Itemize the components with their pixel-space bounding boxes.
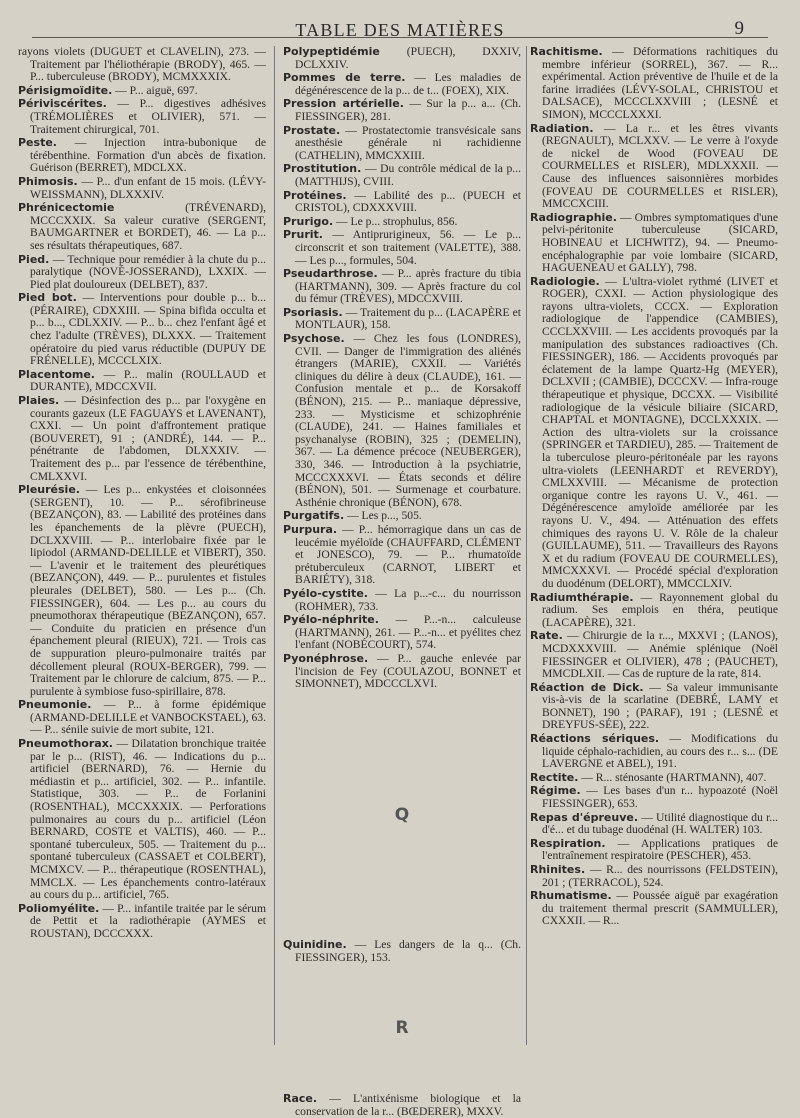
entry-headword: Quinidine. [283, 938, 347, 952]
column-divider [274, 46, 275, 1045]
entry-text: — Les bases d'un r... hypoazoté (Noël FIESSINGER), 653. [542, 784, 778, 811]
index-entry [18, 699, 266, 737]
entry-headword: Prurit. [283, 228, 323, 242]
index-entry [283, 653, 521, 691]
entry-text: — Utilité diagnostique du r... d'é... et du tubage duodénal (H. WALTER) 103. [542, 810, 778, 837]
entry-text: — Dilatation bronchique traitée par le p... (RIST), 46. — Indications du p... artificiel (BERNARD), 76. — Hernie du médiastin et p... artificiel, 302. — P... infantile. Statistique, 303. — P... de Forlanini (ROSENTHAL), MCCXXXIX. — Perforations pulmonaires au cours du p... artificiel (Léon BERNARD, COSTE et VALTIS), 460. — P... spontané tuberculeux, 505. — Traitement du p... spontané tuberculeux (CASSAET et COLBERT), MCMXCV. — P... thérapeutique (ROSENTHAL), MMCLX. — Les épanchements contro-latéraux au cours du p... artificiel, 765. [30, 737, 266, 902]
entry-text: — P... gauche enlevée par l'incision de Fey (COULAZOU, BONNET et SIMONNET), MDCCCLXVI. [295, 651, 521, 691]
entry-headword: Pyélo-néphrite. [283, 613, 379, 627]
entry-text: — La r... et les êtres vivants (REGNAULT), MCLXXV. — Le verre à l'oxyde de nickel de Wood (FOVEAU DE COURMELLES et RISLER), MDLXXXII. — Cause des influences saisonnières morbides (FOVEAU DE COURMELLES et RISLER), MMCCXCIII. [542, 121, 778, 211]
entry-text: — Du contrôle médical de la p... (MATTHIJS), CVIII. [295, 162, 521, 188]
index-entry [18, 254, 266, 292]
entry-headword: Radiographie. [530, 210, 617, 224]
entry-headword: Prostate. [283, 123, 341, 137]
index-entry [18, 85, 266, 98]
entry-text: — Antiprurigineux, 56. — Le p... circonscrit et son traitement (VALETTE), 388. — Les p..., formules, 504. [295, 228, 521, 267]
index-entry [18, 176, 266, 201]
index-entry [283, 229, 521, 267]
index-entry [18, 369, 266, 394]
entry-text: — Technique pour remédier à la chute du p... paralytique (NOVÉ-JOSSERAND), LXXIX. — Pied plat douloureux (DELBET), 837. [30, 252, 267, 291]
entry-text: — Les dangers de la q... (Ch. FIESSINGER), 153. [295, 938, 521, 964]
entry-headword: Rectite. [530, 770, 579, 784]
section-letter: R [395, 1018, 409, 1039]
entry-headword: Rhinites. [530, 863, 586, 876]
entry-headword: Pseudarthrose. [283, 267, 378, 281]
entry-text: — Ombres symptomatiques d'une pelvi-péritonite tuberculeuse (SICARD, HOBINEAU et LICHWITZ), 94. — Pneumo-encéphalographie par voie lombaire (SICARD, HAGUENEAU et GALLY), 798. [542, 210, 778, 275]
entry-headword: Pression artérielle. [283, 97, 404, 111]
index-entry [283, 268, 521, 306]
entry-headword: Pleurésie. [18, 483, 80, 497]
entry-headword: Pyélo-cystite. [283, 586, 368, 600]
index-entry [530, 682, 778, 732]
index-entry [283, 939, 521, 964]
entry-text: — Poussée aiguë par exagération du traitement thermal prescrit (SAMMULLER), CXXXII. — R... [542, 889, 778, 928]
index-entry [283, 510, 521, 523]
index-entry [530, 212, 778, 275]
index-entry [530, 630, 778, 680]
entry-text: (PUECH), DXXIV, DCLXXIV. [295, 45, 521, 71]
index-column-3 [530, 46, 778, 1053]
entry-text: — La p...-c... du nourrisson (ROHMER), 733. [295, 586, 521, 613]
entry-headword: Purpura. [283, 522, 338, 536]
index-entry [18, 484, 266, 698]
index-entry [283, 98, 521, 123]
entry-headword: Plaies. [18, 394, 60, 408]
entry-text: — Rayonnement global du radium. Ses emplois en théra, peutique (LACAPÈRE), 321. [542, 590, 778, 629]
index-entry [283, 72, 521, 97]
entry-headword: Réactions sériques. [530, 732, 660, 746]
index-entry [530, 592, 778, 630]
entry-headword: Réaction de Dick. [530, 680, 644, 694]
index-entry [530, 733, 778, 771]
entry-headword: Poliomyélite. [18, 901, 100, 915]
entry-headword: Radiumthérapie. [530, 590, 634, 604]
entry-headword: Pneumothorax. [18, 737, 113, 751]
entry-text: — Désinfection des p... par l'oxygène en courants gazeux (LE FAGUAYS et LAVENANT), CXXI. — Un point d'affrontement pratique (BOUVERET), 91 ; (ANDRÉ), 144. — P... pénétrante de l'abdomen, DLXXXIV. — Traitement des p... par l'essence de térébenthine, CMLXXVI. [30, 394, 266, 483]
index-entry [530, 812, 778, 837]
entry-headword: Peste. [18, 136, 57, 150]
page-title: TABLE DES MATIÈRES [295, 20, 505, 40]
entry-text: — P... après fracture du tibia (HARTMANN), 309. — Après fracture du col du fémur (TRÈVES), MDCCXVIII. [295, 267, 521, 306]
entry-text: — P... aiguë, 697. [115, 83, 198, 97]
header-rule [32, 37, 768, 38]
entry-headword: Race. [283, 1092, 318, 1106]
entry-headword: Prurigo. [283, 214, 334, 228]
index-entry [530, 785, 778, 810]
index-entry [530, 864, 778, 889]
index-entry [283, 163, 521, 188]
entry-text: rayons violets (DUGUET et CLAVELIN), 273. — Traitement par l'héliothérapie (BRODY), 465. — P... tuberculeuse (BRODY), MCMXXXIX. [18, 45, 266, 84]
entry-text: — Injection intra-bubonique de térébenthine. Formation d'un abcès de fixation. Guérison (BERRET), MDCLXX. [30, 136, 266, 175]
entry-text: — P... à forme épidémique (ARMAND-DELILLE et VANBOCKSTAEL), 63. — P... sénile suivie de mort subite, 121. [30, 698, 266, 737]
index-entry [18, 395, 266, 483]
entry-headword: Pied bot. [18, 291, 77, 305]
entry-text: — Les p... enkystées et cloisonnées (SERGENT), 10. — P... sérofibrineuse (BEZANÇON), 83. — Labilité des protéines dans les épanchements de la plèvre (PUECH), DCLXXVIII. — P... interlobaire fixée par le lipiodol (ARMAND-DELILLE et VIBERT), 350. — L'avenir et le traitement des pleurétiques (BEZANÇON), 449. — P... purulentes et fistules pleurales (DELBET), 580. — Les p... (Ch. FIESSINGER), 604. — Les p... au cours du pneumothorax thérapeutique (BEZANÇON), 657. — Conduite du praticien en présence d'un épanchement pleural (RIEUX), 721. — Trois cas de suppuration pleuro-pulmonaire traités par décollement pleural (ROUX-BERGER), 799. — Traitement par le chlorure de calcium, 875. — P... purulente à symbiose fuso-spirillaire, 878. [30, 483, 266, 698]
index-column-2 [283, 45, 522, 1118]
index-entry [18, 292, 266, 368]
entry-text: (TRÉVENARD), MCCCXXIX. Sa valeur curative (SERGENT, BAUMGARTNER et BORDET), 46. — La p... ses résultats thérapeutiques, 687. [30, 201, 266, 252]
entry-text: — L'antixénisme biologique et la conservation de la r... (BŒDERER), MXXV. [295, 1092, 521, 1118]
entry-headword: Purgatifs. [283, 509, 345, 523]
entry-text: — Les p..., 505. [347, 509, 422, 523]
page-number: 9 [734, 18, 744, 39]
section-letter: Q [394, 804, 410, 825]
index-entry [530, 46, 778, 122]
entry-headword: Pneumonie. [18, 698, 92, 712]
entry-headword: Pyonéphrose. [283, 651, 369, 665]
index-entry [283, 614, 521, 652]
entry-headword: Polypeptidémie [283, 45, 380, 58]
entry-text: — R... sténosante (HARTMANN), 407. [581, 770, 767, 784]
entry-text: — Traitement du p... (LACAPÈRE et MONTLAUR), 158. [295, 305, 522, 332]
entry-headword: Phimosis. [18, 174, 78, 188]
entry-headword: Périsigmoïdite. [18, 83, 113, 97]
entry-text: — P... d'un enfant de 15 mois. (LÉVY-WEISSMANN), DLXXXIV. [30, 174, 267, 201]
entry-text: — Labilité des p... (PUECH et CRISTOL), CDXXXVIII. [295, 188, 521, 215]
index-entry [283, 333, 521, 509]
entry-headword: Psychose. [283, 332, 345, 346]
entry-text: — P...-n... calculeuse (HARTMANN), 261. — P...-n... et pyélites chez l'enfant (NOBÉCOURT), 574. [295, 613, 521, 652]
entry-text: — P... hémorragique dans un cas de leucémie myéloïde (CHAUFFARD, CLÉMENT et JONESCO), 79. — P... rhumatoïde prétuberculeux (CARNOT, LIBERT et BARIÉTY), 318. [295, 522, 521, 587]
index-entry [283, 307, 521, 332]
entry-headword: Rachitisme. [530, 45, 603, 58]
entry-text: — Chez les fous (LONDRES), CVII. — Danger de l'immigration des aliénés étrangers (MARIE), CXXII. — Variétés cliniques du délire à deux (CLAUDE), 161. — Confusion mentale et p... de Korsakoff (BÉNON), 215. — P... maniaque dépressive, 233. — Mysticisme et schizophrénie (CLAUDE), 241. — Haines familiales et psychanalyse (ROBIN), 325 ; (DEMELIN), 367. — La démence précoce (NEUBERGER), 330, 346. — Introduction à la psychiatrie, MCCCXXXVI. — États seconds et délire (BÉNON), 501. — Surmenage et courbature. Asthénie chronique (BÉNON), 678. [295, 332, 521, 509]
index-entry [530, 123, 778, 211]
entry-headword: Rate. [530, 629, 563, 643]
index-entry [283, 46, 521, 71]
index-entry [283, 588, 521, 613]
index-entry [18, 903, 266, 941]
index-entry [283, 216, 521, 229]
index-entry [18, 202, 266, 252]
entry-text: — Le p... strophulus, 856. [336, 214, 458, 228]
entry-headword: Repas d'épreuve. [530, 810, 639, 824]
index-entry [530, 276, 778, 591]
running-header [0, 14, 800, 44]
entry-headword: Prostitution. [283, 162, 362, 176]
index-entry [18, 98, 266, 136]
entry-text: — Applications pratiques de l'entraînement respiratoire (PESCHER), 453. [542, 836, 778, 863]
entry-headword: Protéines. [283, 188, 347, 202]
entry-text: — Sur la p... a... (Ch. FIESSINGER), 281. [295, 97, 522, 123]
entry-headword: Périviscérites. [18, 97, 107, 111]
entry-text: — L'ultra-violet rythmé (LIVET et ROGER), CXXI. — Action physiologique des rayons ultra-violets, CCCX. — Exploration radiologique de l'appendice (CAMBIES), CCCLXXVIII. — Les accidents provoqués par la manipulation des substances radioactives (Ch. FIESSINGER), 186. — Accidents provoqués par éclatement de la lampe Quartz-Hg (MEYER), DCLXVII ; (CAMBIE), DCCCXV. — Infra-rouge thérapeutique et physique, DCCXX. — Visibilité radiologique de la vésicule biliaire (SICARD, CHAPTAL et MONTAGNE), DCCLXXXIX. — Action des ultra-violets sur la croissance (SPRINGER et TARDIEU), 285. — Traitement de la tuberculose pleuro-péritonéale par les rayons ultra-violets (LEENHARDT et REVERDY), CMLXXVIII. — Mécanisme de protection organique contre les rayons U. V., 461. — Dégénérescence amyloïde améliorée par les rayons U. V., 494. — Atténuation des effets chimiques des rayons U. V. Rôle de la chaleur (GUILLAUME), 511. — Travailleurs des Rayons X et du radium (FOVEAU DE COURMELLES), MMCXXXVI. — Procédé spécial d'exploration du duodénum (DELORT), MMCCLXIV. [542, 274, 778, 590]
entry-text: — Déformations rachitiques du membre inférieur (SORREL), 367. — R... expérimental. Action préventive de l'huile et de la farine irradiées (LÉVY-SOLAL, CHRISTOU et DALSACE), MCCCLXXVIII ; (LESNÉ et SIMON), MCCCLXXXI. [542, 45, 778, 121]
index-entry [283, 1093, 521, 1118]
entry-text: — P... infantile traitée par le sérum de Pettit et la radiothérapie (AYMES et ROUSTAN), DCCCXXX. [30, 901, 266, 940]
entry-text: — R... des nourrissons (FELDSTEIN), 201 ; (TERRACOL), 524. [542, 863, 778, 889]
entry-text: — Chirurgie de la r..., MXXVI ; (LANOS), MCDXXXVIII. — Anémie splénique (Noël FIESSINGER et OLIVIER), 478 ; (PAUCHET), MMCDLXII. — Cas de rupture de la rate, 814. [542, 629, 778, 681]
index-column-1 [18, 46, 266, 1053]
entry-text: — Sa valeur immunisante vis-à-vis de la scarlatine (DEBRÉ, LAMY et BONNET), 190 ; (PARAF), 191 ; (LESNÉ et DREYFUS-SÉE), 222. [542, 680, 779, 732]
entry-headword: Psoriasis. [283, 305, 343, 319]
index-entry [530, 838, 778, 863]
index-entry [530, 772, 778, 785]
entry-text: — P... malin (ROULLAUD et DURANTE), MDCCXVII. [30, 367, 266, 394]
entry-headword: Pommes de terre. [283, 71, 406, 85]
entry-headword: Radiologie. [530, 274, 600, 288]
entry-headword: Phrénicectomie [18, 201, 115, 215]
index-entry [18, 137, 266, 175]
entry-headword: Respiration. [530, 836, 606, 850]
entry-headword: Rhumatisme. [530, 889, 612, 903]
index-entry [283, 190, 521, 215]
index-entry [283, 524, 521, 587]
entry-text: — Interventions pour double p... b... (PÉRAIRE), CDXXIII. — Spina bifida occulta et p... b..., CDLXXIV. — P... b... chez l'enfant âgé et chez l'adulte (TRÈVES), DLXXX. — Traitement opératoire du pied varus réductible (DUPUY DE FRÉNELLE), MCCCLXIX. [30, 291, 266, 368]
index-entry [283, 125, 521, 163]
entry-text: — Prostatectomie transvésicale sans anesthésie générale ni rachidienne (CATHELIN), MMCXXIII. [295, 123, 521, 162]
entry-headword: Radiation. [530, 121, 594, 135]
index-entry [18, 738, 266, 902]
entry-text: — P... digestives adhésives (TRÉMOLIÈRES et OLIVIER), 571. — Traitement chirurgical, 701. [30, 97, 266, 136]
entry-headword: Régime. [530, 784, 581, 798]
entry-text: — Les maladies de dégénérescence de la p... de t... (FOEX), XIX. [295, 71, 521, 97]
entry-text: — Modifications du liquide céphalo-rachidien, au cours des r... s... (DE LAVERGNE et ABEL), 191. [542, 732, 779, 771]
index-entry [18, 46, 266, 84]
index-entry [530, 890, 778, 928]
entry-headword: Pied. [18, 252, 50, 266]
column-divider [526, 46, 527, 1045]
entry-headword: Placentome. [18, 367, 95, 381]
